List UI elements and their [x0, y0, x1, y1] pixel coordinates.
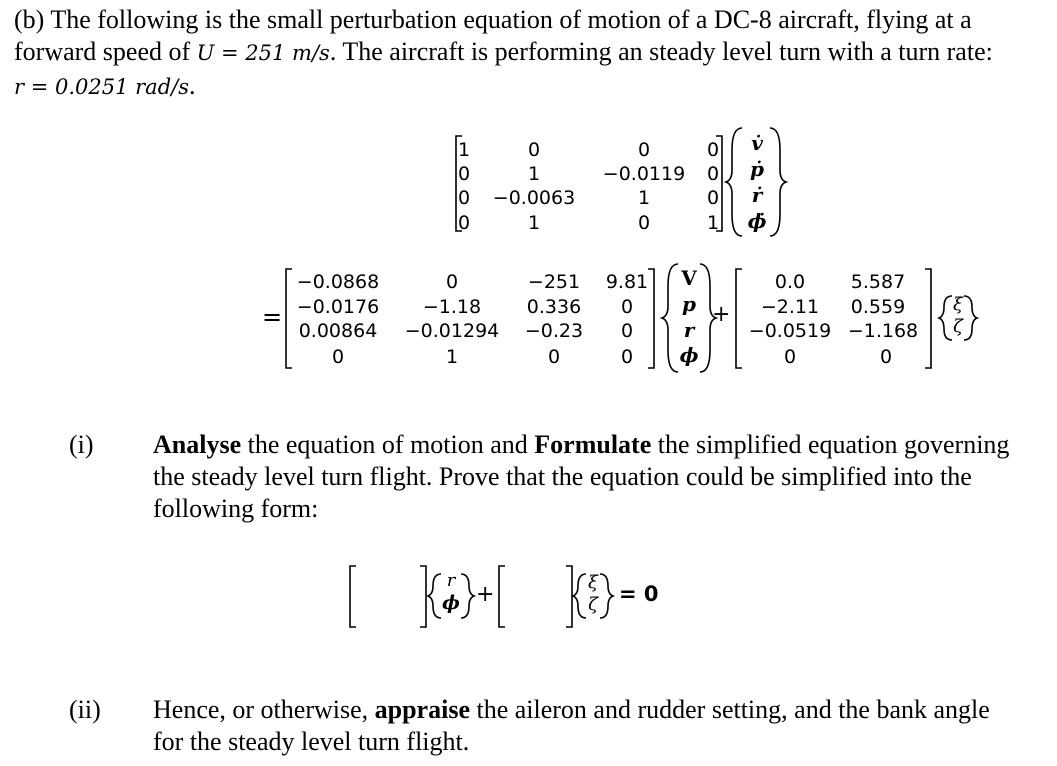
turn-rate-equation: r = 0.0251 rad/s [14, 75, 189, 99]
part-i-label: (i) [69, 430, 94, 459]
state-entry: ϕ [679, 343, 699, 367]
part-i-keyword-formulate: Formulate [534, 430, 652, 459]
part-ii-text-2: the aileron and rudder setting, and the bank angle [469, 695, 990, 724]
part-i-line-1 [153, 429, 1009, 461]
mass-cell: 0 [457, 187, 471, 209]
intro-line-2-post: . The aircraft is performing an steady level turn with a turn rate: [329, 37, 993, 66]
part-ii-line-1 [153, 694, 990, 726]
system-matrix-right-bracket [648, 269, 654, 368]
speed-equation: U = 251 m/s [196, 41, 330, 65]
control-entry: ξ [953, 294, 963, 315]
system-cell: 9.81 [605, 271, 649, 293]
part-ii-label: (ii) [69, 695, 101, 724]
simplified-vec1-left-brace [428, 574, 441, 618]
part-ii-keyword-appraise: appraise [374, 695, 470, 724]
part-ii-text-1: Hence, or otherwise, [153, 695, 375, 724]
mass-cell: 0 [706, 163, 720, 185]
intro-line-1: (b) The following is the small perturbation equation of motion of a DC-8 aircraft, flying at a [14, 5, 972, 34]
system-cell: 0 [547, 346, 561, 368]
mass-cell: 0 [637, 212, 651, 234]
state-entry: r [683, 318, 695, 342]
mass-cell: 0 [457, 163, 471, 185]
system-cell: −0.0868 [296, 271, 380, 293]
simplified-matrix1-left-bracket [350, 566, 356, 627]
control-cell: −0.0519 [748, 320, 832, 342]
system-cell: −0.0176 [296, 296, 380, 318]
system-cell: 0 [620, 346, 634, 368]
mass-cell: −0.0119 [602, 163, 686, 185]
simplified-vec2-entry: ξ [588, 572, 598, 593]
mass-cell: 1 [527, 212, 541, 234]
state-left-brace [662, 264, 678, 372]
mass-cell: 0 [706, 139, 720, 161]
mass-cell: 0 [637, 139, 651, 161]
state-dot-entry: ϕ̇ [747, 209, 767, 233]
simplified-vec1-right-brace [461, 574, 474, 618]
mass-cell: −0.0063 [492, 187, 576, 209]
part-i-text-1: the equation of motion and [241, 430, 535, 459]
state-entry: V [681, 266, 697, 290]
part-ii-line-2: for the steady level turn flight. [153, 727, 470, 756]
simplified-vec1-entry: ϕ [442, 592, 460, 614]
simplified-vec2-entry: ζ [588, 594, 598, 615]
part-i-line-2: the steady level turn flight. Prove that the equation could be simplified into the [153, 462, 972, 491]
plus-sign: + [712, 302, 731, 327]
state-dot-right-brace [770, 128, 786, 236]
mass-cell: 1 [637, 187, 651, 209]
control-cell: 0 [783, 346, 797, 368]
system-cell: 0 [445, 271, 459, 293]
mass-cell: 1 [706, 212, 720, 234]
controls-left-brace [939, 296, 952, 340]
control-cell: −2.11 [760, 296, 820, 318]
control-cell: −1.168 [847, 320, 919, 342]
simplified-vec2-left-brace [573, 574, 586, 618]
simplified-vec1-entry: r [446, 570, 456, 591]
control-cell: 0.559 [850, 296, 906, 318]
control-cell: 0 [879, 346, 893, 368]
part-i-keyword-analyse: Analyse [153, 430, 242, 459]
simplified-rhs: = 0 [619, 582, 659, 606]
system-cell: −251 [527, 271, 581, 293]
system-cell: −0.01294 [404, 320, 500, 342]
part-i-text-2: the simplified equation governing [651, 430, 1010, 459]
control-cell: 5.587 [850, 271, 906, 293]
control-cell: 0.0 [774, 271, 806, 293]
system-cell: 0.336 [526, 296, 582, 318]
system-cell: 0 [620, 320, 634, 342]
mass-cell: 0 [457, 212, 471, 234]
part-i-line-3: following form: [153, 494, 319, 523]
simplified-matrix2-right-bracket [566, 566, 572, 627]
state-dot-entry: v̇ [751, 131, 763, 155]
controls-right-brace [964, 296, 977, 340]
system-cell: 0 [331, 346, 345, 368]
simplified-matrix1-right-bracket [420, 566, 426, 627]
system-cell: −0.23 [524, 320, 584, 342]
system-cell: 1 [445, 346, 459, 368]
simplified-matrix2-left-bracket [499, 566, 505, 627]
state-dot-entry: ṗ [750, 157, 764, 181]
control-matrix-right-bracket [925, 269, 931, 368]
simplified-vec2-right-brace [600, 574, 613, 618]
simplified-plus-sign: + [476, 582, 495, 607]
system-cell: 0 [620, 296, 634, 318]
mass-cell: 0 [527, 139, 541, 161]
state-dot-entry: ṙ [751, 183, 763, 207]
state-entry: p [682, 292, 696, 316]
mass-cell: 1 [527, 163, 541, 185]
system-cell: −1.18 [422, 296, 482, 318]
equals-sign: = [262, 303, 283, 331]
intro-line-3-post: . [189, 71, 196, 100]
control-entry: ζ [953, 316, 963, 337]
mass-cell: 1 [457, 139, 471, 161]
intro-line-2-pre: forward speed of [14, 37, 197, 66]
system-cell: 0.00864 [298, 320, 378, 342]
control-matrix-left-bracket [736, 269, 742, 368]
state-dot-left-brace [726, 128, 742, 236]
system-matrix-left-bracket [286, 269, 292, 368]
mass-cell: 0 [706, 187, 720, 209]
